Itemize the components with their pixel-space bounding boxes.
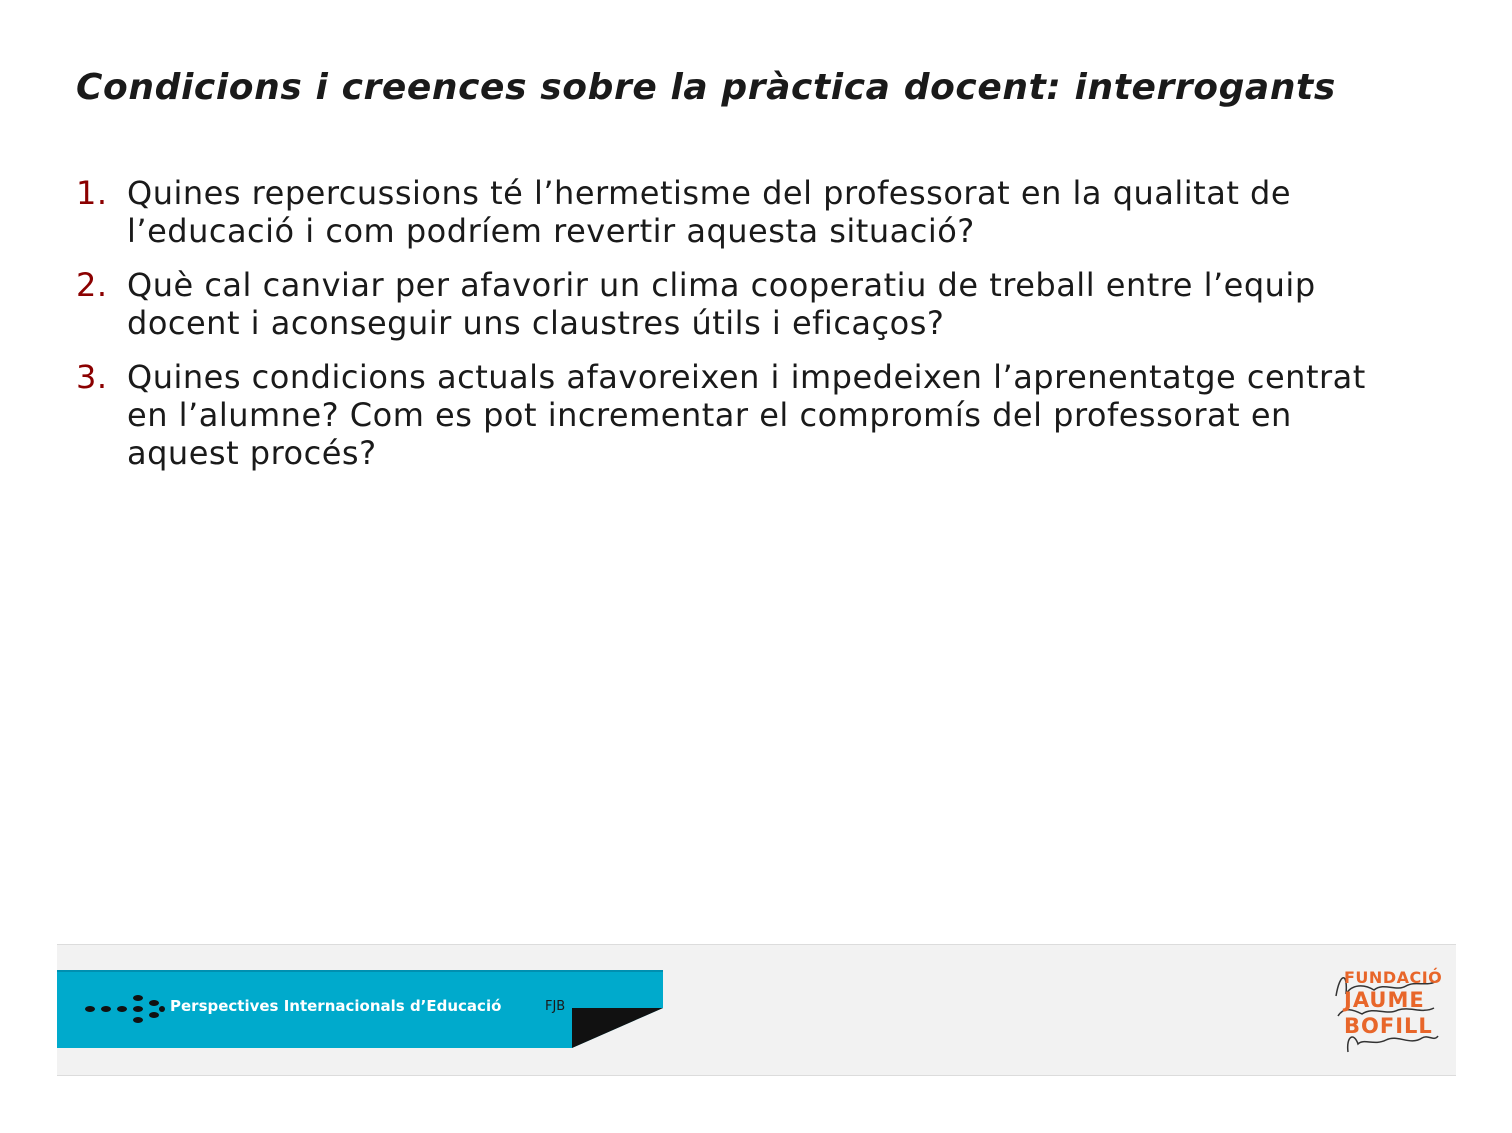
banner-code: FJB bbox=[545, 999, 566, 1014]
question-number: 1. bbox=[76, 174, 108, 212]
slide-title: Condicions i creences sobre la pràctica docent: interrogants bbox=[76, 67, 1336, 108]
question-text: Què cal canviar per afavorir un clima cooperatiu de treball entre l’equip docent i aconseguir uns claustres útils i eficaços? bbox=[127, 266, 1316, 342]
question-item bbox=[76, 266, 1406, 342]
question-number: 3. bbox=[76, 358, 108, 396]
dots-logo-icon bbox=[84, 994, 166, 1024]
question-number: 2. bbox=[76, 266, 108, 304]
foundation-logo bbox=[1334, 966, 1444, 1056]
question-list bbox=[76, 174, 1406, 488]
banner-title: Perspectives Internacionals d’Educació bbox=[170, 997, 502, 1015]
logo-line-1: FUNDACIÓ bbox=[1344, 968, 1443, 987]
question-item bbox=[76, 358, 1406, 472]
logo-line-2: JAUME bbox=[1344, 988, 1425, 1012]
question-text: Quines repercussions té l’hermetisme del professorat en la qualitat de l’educació i com podríem revertir aquesta situació? bbox=[127, 174, 1292, 250]
question-text: Quines condicions actuals afavoreixen i impedeixen l’aprenentatge centrat en l’alumne? Com es pot incrementar el compromís del professorat en aquest procés? bbox=[127, 358, 1366, 472]
question-item bbox=[76, 174, 1406, 250]
logo-line-3: BOFILL bbox=[1344, 1014, 1433, 1038]
